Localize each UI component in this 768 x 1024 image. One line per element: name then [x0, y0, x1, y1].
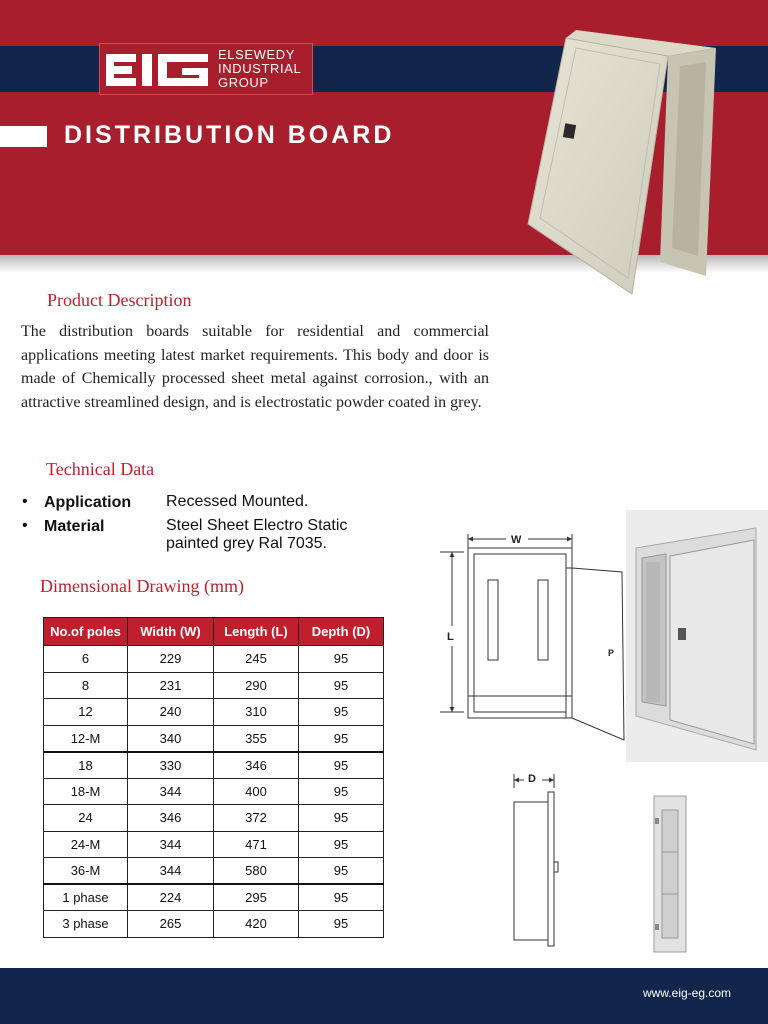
column-header: Length (L) [214, 618, 299, 646]
company-name-line: INDUSTRIAL [218, 61, 302, 76]
table-cell: 95 [299, 911, 384, 938]
side-view-drawing [508, 770, 564, 948]
table-cell: 420 [214, 911, 299, 938]
table-cell: 344 [128, 778, 214, 805]
tech-value: Recessed Mounted. [166, 493, 309, 510]
column-header: No.of poles [44, 618, 128, 646]
title-accent-bar [0, 126, 47, 147]
dimensions-table [43, 617, 384, 938]
table-cell: 295 [214, 884, 299, 911]
product-description-text: The distribution boards suitable for residential and commercial applications meeting latest market requirements. This body and door is made of Chemically processed sheet metal against corrosion., with an attractive streamlined design, and is electrostatic powder coated in grey. [21, 323, 489, 411]
table-cell: 231 [128, 672, 214, 699]
table-cell: 95 [299, 752, 384, 779]
table-row [44, 831, 384, 858]
column-header: Depth (D) [299, 618, 384, 646]
tech-label: Application [44, 494, 132, 511]
table-cell: 12-M [44, 725, 128, 752]
product-description-heading: Product Description [47, 290, 192, 310]
table-cell: 340 [128, 725, 214, 752]
side-photo-drawing [652, 794, 688, 954]
table-cell: 344 [128, 831, 214, 858]
technical-data-heading: Technical Data [46, 459, 155, 479]
table-cell: 3 phase [44, 911, 128, 938]
table-cell: 6 [44, 646, 128, 673]
table-cell: 95 [299, 884, 384, 911]
company-name-line: ELSEWEDY [218, 47, 296, 62]
page-title: DISTRIBUTION BOARD [64, 121, 395, 149]
table-cell: 95 [299, 646, 384, 673]
table-row [44, 858, 384, 885]
table-cell: 95 [299, 672, 384, 699]
table-cell: 1 phase [44, 884, 128, 911]
table-row [44, 884, 384, 911]
table-cell: 346 [128, 805, 214, 832]
website-link[interactable]: www.eig-eg.com [642, 986, 731, 1000]
table-cell: 95 [299, 778, 384, 805]
table-cell: 330 [128, 752, 214, 779]
table-cell: 265 [128, 911, 214, 938]
table-cell: 36-M [44, 858, 128, 885]
table-cell: 471 [214, 831, 299, 858]
bullet: • [22, 493, 28, 510]
table-cell: 8 [44, 672, 128, 699]
table-cell: 95 [299, 725, 384, 752]
eig-logo-mark [104, 52, 212, 88]
dimensional-drawing-heading: Dimensional Drawing (mm) [40, 576, 244, 596]
table-row [44, 646, 384, 673]
table-cell: 24 [44, 805, 128, 832]
table-cell: 95 [299, 831, 384, 858]
perspective-view-drawing [626, 510, 768, 762]
table-cell: 580 [214, 858, 299, 885]
company-name-line: GROUP [218, 75, 269, 90]
door-label: P [608, 648, 615, 658]
company-name [218, 48, 301, 90]
table-cell: 95 [299, 858, 384, 885]
table-cell: 18-M [44, 778, 128, 805]
table-cell: 240 [128, 699, 214, 726]
length-label: L [447, 631, 454, 643]
table-row [44, 699, 384, 726]
table-row [44, 672, 384, 699]
footer [0, 968, 768, 1024]
table-row [44, 805, 384, 832]
table-cell: 12 [44, 699, 128, 726]
table-cell: 229 [128, 646, 214, 673]
table-cell: 18 [44, 752, 128, 779]
table-row [44, 725, 384, 752]
distribution-board-photo [520, 26, 724, 298]
front-view-drawing [436, 528, 628, 746]
width-label: W [511, 534, 522, 546]
table-cell: 245 [214, 646, 299, 673]
table-row [44, 778, 384, 805]
table-cell: 95 [299, 699, 384, 726]
tech-value: Steel Sheet Electro Static [166, 517, 348, 534]
depth-label: D [528, 773, 536, 785]
table-cell: 290 [214, 672, 299, 699]
table-cell: 400 [214, 778, 299, 805]
table-header-row [44, 618, 384, 646]
table-body [44, 646, 384, 938]
table-cell: 346 [214, 752, 299, 779]
table-cell: 372 [214, 805, 299, 832]
column-header: Width (W) [128, 618, 214, 646]
tech-label: Material [44, 518, 105, 535]
table-cell: 344 [128, 858, 214, 885]
table-cell: 95 [299, 805, 384, 832]
table-cell: 355 [214, 725, 299, 752]
table-cell: 24-M [44, 831, 128, 858]
bullet: • [22, 517, 28, 534]
table-cell: 224 [128, 884, 214, 911]
tech-value: painted grey Ral 7035. [166, 535, 327, 552]
table-row [44, 911, 384, 938]
table-row [44, 752, 384, 779]
table-cell: 310 [214, 699, 299, 726]
